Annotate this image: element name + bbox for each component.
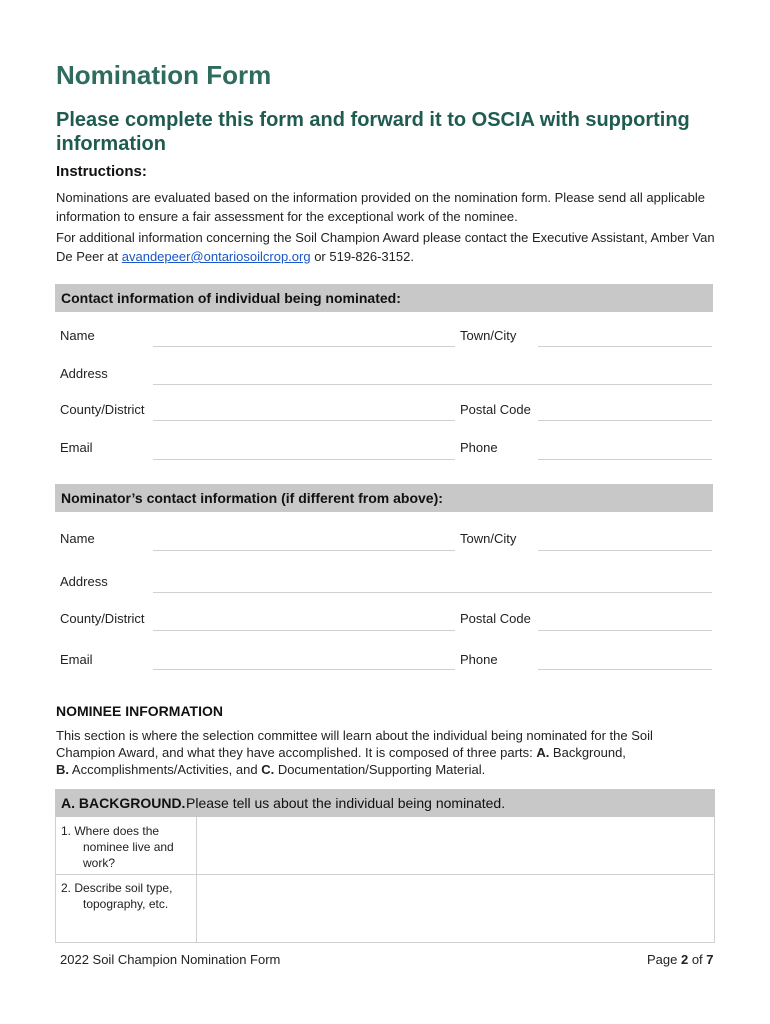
nominator-phone-field[interactable] — [538, 669, 712, 670]
part-a-label: A. — [536, 745, 550, 760]
nominee-information-text — [56, 727, 716, 778]
nominator-phone-label: Phone — [460, 652, 498, 667]
question-line: nominee live and — [83, 840, 174, 854]
nominee-county-field[interactable] — [153, 420, 455, 421]
section-nominee-contact-header — [55, 284, 713, 312]
nominee-name-label: Name — [60, 328, 95, 343]
nominator-county-field[interactable] — [153, 630, 455, 631]
line-text: Accomplishments/Activities, and — [69, 762, 262, 777]
contact-email-link[interactable]: avandepeer@ontariosoilcrop.org — [121, 249, 311, 264]
instructions-paragraph-1: Nominations are evaluated based on the information provided on the nomination form. Please send all applicable information to ensure a fair assessment for the exceptional work of the nominee. — [56, 190, 705, 224]
of-label: of — [688, 952, 707, 967]
nominee-phone-field[interactable] — [538, 459, 712, 460]
nominee-email-field[interactable] — [153, 459, 455, 460]
nominee-information-heading: NOMINEE INFORMATION — [56, 703, 223, 719]
nominee-info-line-2 — [56, 744, 716, 761]
instructions-heading: Instructions: — [56, 163, 147, 180]
part-b-label: B. — [56, 762, 69, 777]
line-text: Champion Award, and what they have accomplished. It is composed of three parts: — [56, 745, 537, 760]
question-2 — [61, 880, 191, 912]
background-label: A. BACKGROUND. — [61, 795, 186, 811]
nominator-address-field[interactable] — [153, 592, 712, 593]
background-section-header — [55, 789, 715, 817]
question-text: Describe soil type, — [74, 881, 173, 895]
footer-document-title: 2022 Soil Champion Nomination Form — [60, 952, 281, 967]
nominator-town-field[interactable] — [538, 550, 712, 551]
nominee-postal-label: Postal Code — [460, 402, 531, 417]
section-heading: Contact information of individual being nominated: — [61, 290, 401, 306]
contact-text-suffix: or 519-826-3152. — [310, 249, 414, 264]
nominator-county-label: County/District — [60, 611, 145, 626]
nominee-town-field[interactable] — [538, 346, 712, 347]
footer-page-number — [647, 952, 714, 967]
nominator-name-field[interactable] — [153, 550, 455, 551]
line-text: Background, — [549, 745, 626, 760]
question-line: topography, etc. — [83, 897, 169, 911]
current-page: 2 — [680, 952, 689, 967]
nominator-address-label: Address — [60, 574, 108, 589]
nominee-address-field[interactable] — [153, 384, 712, 385]
section-nominator-contact-header — [55, 484, 713, 512]
line-text: Documentation/Supporting Material. — [274, 762, 486, 777]
nominator-postal-field[interactable] — [538, 630, 712, 631]
contact-text-prefix: For additional information concerning the Soil Champion Award please contact the Executive Assistant, Amber Van De Peer at — [56, 230, 715, 264]
question-1 — [61, 823, 191, 871]
background-description: Please tell us about the individual being nominated. — [186, 795, 506, 811]
question-text: Where does the — [74, 824, 160, 838]
nominee-info-line-1: This section is where the selection committee will learn about the individual being nominated for the Soil — [56, 728, 653, 743]
page-subtitle: Please complete this form and forward it to OSCIA with supporting information — [56, 109, 690, 155]
total-pages: 7 — [706, 952, 714, 967]
page-title: Nomination Form — [56, 60, 272, 90]
part-c-label: C. — [261, 762, 275, 777]
question-line: work? — [83, 856, 116, 870]
nominator-name-label: Name — [60, 531, 95, 546]
nominator-email-label: Email — [60, 652, 93, 667]
nominator-postal-label: Postal Code — [460, 611, 531, 626]
nominator-town-label: Town/City — [460, 531, 517, 546]
nominee-county-label: County/District — [60, 402, 145, 417]
nominee-email-label: Email — [60, 440, 93, 455]
section-heading: Nominator’s contact information (if different from above): — [61, 490, 443, 506]
question-number: 1. — [61, 824, 72, 838]
page-label: Page — [647, 952, 681, 967]
nominee-address-label: Address — [60, 366, 108, 381]
nominee-phone-label: Phone — [460, 440, 498, 455]
background-table — [55, 817, 715, 943]
nominator-email-field[interactable] — [153, 669, 455, 670]
question-line — [61, 823, 191, 839]
answer-1-field[interactable] — [197, 817, 714, 874]
instructions-paragraph-2 — [56, 228, 716, 266]
nominee-info-line-3 — [56, 761, 716, 778]
answer-2-field[interactable] — [197, 875, 714, 942]
question-line — [61, 880, 191, 896]
question-number: 2. — [61, 881, 72, 895]
nominee-postal-field[interactable] — [538, 420, 712, 421]
nominee-town-label: Town/City — [460, 328, 517, 343]
nominee-name-field[interactable] — [153, 346, 455, 347]
